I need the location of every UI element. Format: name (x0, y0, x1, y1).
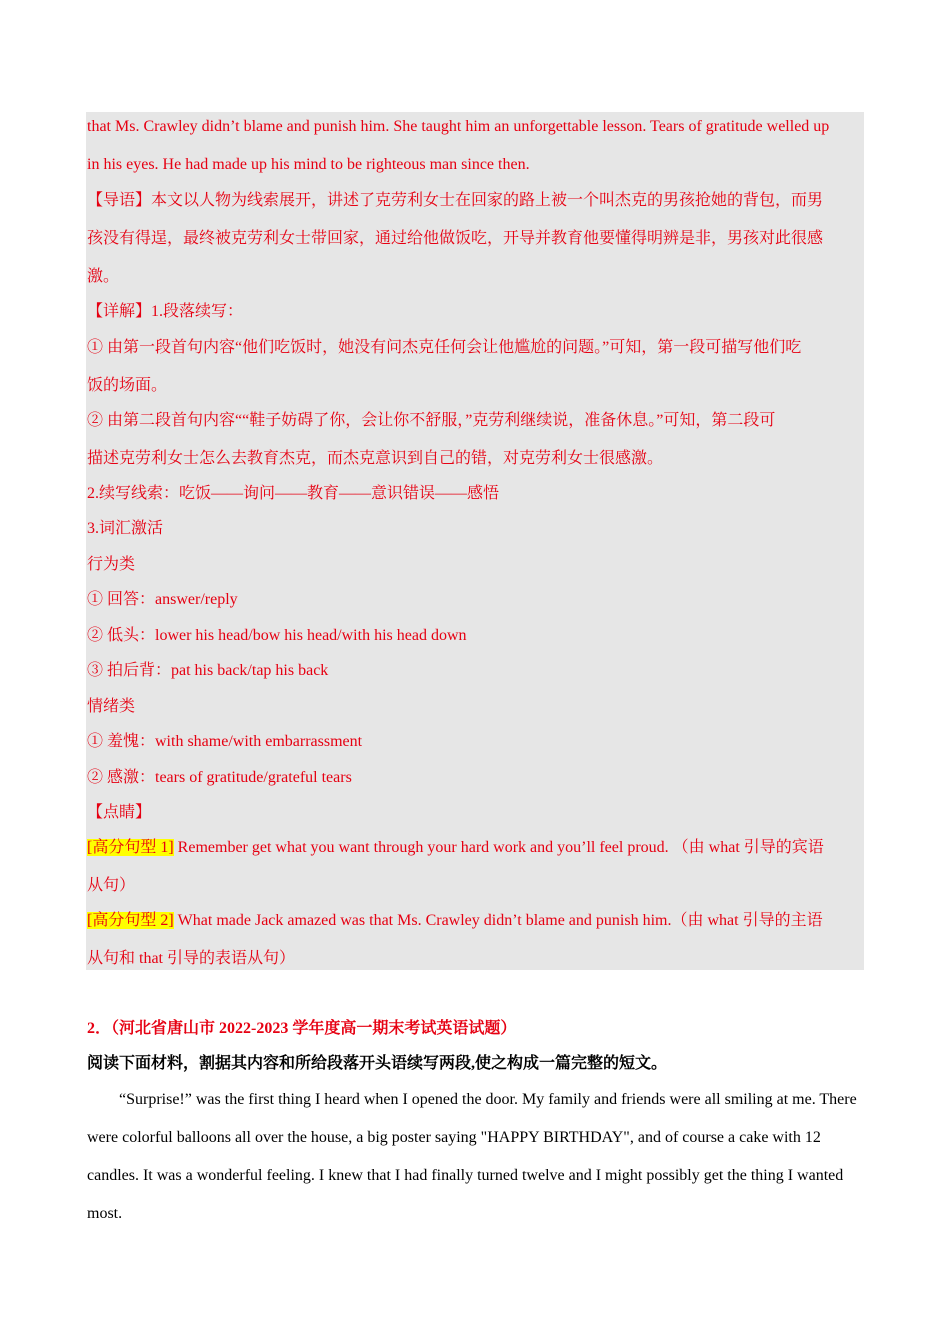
sentence-2-line-1 (87, 911, 823, 931)
behavior-heading: 行为类 (87, 556, 136, 573)
sentence-2-text: What made Jack amazed was that Ms. Crawley didn’t blame and punish him.（由 what 引导的主语 (173, 912, 823, 929)
sentence-1-line-1 (87, 838, 824, 858)
highlight-heading: 【点睛】 (87, 804, 152, 821)
writing-clue: 2.续写线索：吃饭——询问——教育——意识错误——感悟 (87, 485, 500, 502)
behavior-item: ③ 拍后背：pat his back/tap his back (87, 662, 329, 679)
guide-line-3: 激。 (87, 268, 120, 285)
sentence-2-tag: [高分句型 2] (87, 912, 174, 929)
emotion-item: ① 羞愧：with shame/with embarrassment (87, 733, 363, 750)
behavior-item: ② 低头：lower his head/bow his head/with his head down (87, 627, 467, 644)
sentence-1-line-2: 从句） (87, 877, 136, 894)
question-2-instruction: 阅读下面材料，割据其内容和所给段落开头语续写两段,使之构成一篇完整的短文。 (87, 1055, 668, 1072)
question-2-passage: “Surprise!” was the first thing I heard when I opened the door. My family and friends were all smiling at me. There were colorful balloons all over the house, a big poster saying "HAPPY BIRTHDAY", and of course a cake with 12 candles. It was a wonderful feeling. I knew that I had finally turned twelve and I might possibly get the thing I wanted most. (87, 1091, 857, 1222)
point-2-line-2: 描述克劳利女士怎么去教育杰克，而杰克意识到自己的错，对克劳利女士很感激。 (87, 450, 664, 467)
vocab-heading: 3.词汇激活 (87, 520, 164, 537)
guide-line-1: 【导语】本文以人物为线索展开，讲述了克劳利女士在回家的路上被一个叫杰克的男孩抢她的背包，而男 (87, 192, 824, 209)
point-1-line-2: 饭的场面。 (87, 377, 168, 394)
guide-line-2: 孩没有得逞，最终被克劳利女士带回家，通过给他做饭吃，开导并教育他要懂得明辨是非，男孩对此很感 (87, 230, 824, 247)
behavior-item: ① 回答：answer/reply (87, 591, 238, 608)
emotion-item: ② 感激：tears of gratitude/grateful tears (87, 769, 352, 786)
detail-heading: 【详解】1.段落续写： (87, 303, 244, 320)
point-2-line-1: ② 由第二段首句内容““鞋子妨碍了你，会让你不舒服，”克劳利继续说，准备休息。”可知，第二段可 (87, 412, 776, 429)
sentence-1-tag: [高分句型 1] (87, 839, 174, 856)
sentence-2-line-2: 从句和 that 引导的表语从句） (87, 950, 295, 967)
question-2-title: 2．（河北省唐山市 2022-2023 学年度高一期末考试英语试题） (87, 1020, 517, 1037)
sentence-1-text: Remember get what you want through your hard work and you’ll feel proud. （由 what 引导的宾语 (173, 839, 824, 856)
point-1-line-1: ① 由第一段首句内容“他们吃饭时，她没有问杰克任何会让他尴尬的问题。”可知，第一段可描写他们吃 (87, 339, 802, 356)
emotion-heading: 情绪类 (87, 698, 136, 715)
continuation-line-2: in his eyes. He had made up his mind to be righteous man since then. (87, 156, 530, 173)
continuation-line-1: that Ms. Crawley didn’t blame and punish him. She taught him an unforgettable lesson. Tears of gratitude welled up (87, 118, 830, 135)
